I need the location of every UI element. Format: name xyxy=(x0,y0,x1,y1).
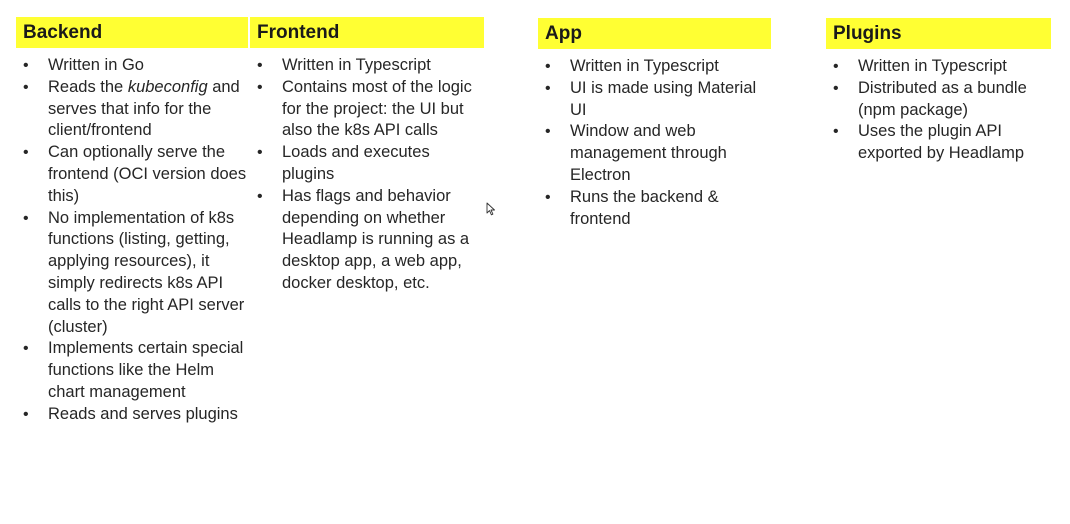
bullet-list-frontend xyxy=(250,55,484,295)
bullet-text: Reads and serves plugins xyxy=(48,404,238,423)
bullet-text: Reads the xyxy=(48,77,128,96)
bullet-item xyxy=(16,55,248,77)
bullet-text: Runs the backend & frontend xyxy=(570,187,719,228)
bullet-text: Has flags and behavior depending on whether Headlamp is running as a desktop app, a web app, docker desktop, etc. xyxy=(282,186,470,292)
bullet-list-app xyxy=(538,56,771,230)
bullet-list-backend xyxy=(16,55,248,426)
bullet-item xyxy=(538,78,771,122)
column-frontend xyxy=(250,0,484,295)
bullet-item xyxy=(250,142,484,186)
bullet-text: Uses the plugin API exported by Headlamp xyxy=(858,122,1025,163)
bullet-item xyxy=(826,78,1051,122)
bullet-dot: • xyxy=(23,57,29,74)
bullet-item xyxy=(250,77,484,142)
column-header-frontend: Frontend xyxy=(250,17,484,48)
bullet-list-plugins xyxy=(826,56,1051,165)
bullet-item xyxy=(538,56,771,78)
bullet-item xyxy=(250,55,484,77)
bullet-item xyxy=(16,404,248,426)
bullet-text: Written in Go xyxy=(48,56,144,74)
bullet-item xyxy=(826,121,1051,165)
bullet-dot: • xyxy=(833,58,839,75)
bullet-dot: • xyxy=(257,187,263,205)
bullet-text: Written in Typescript xyxy=(570,57,719,75)
bullet-dot: • xyxy=(23,340,29,358)
bullet-item xyxy=(16,208,248,339)
bullet-text: Written in Typescript xyxy=(282,56,431,74)
bullet-text: Implements certain special functions like the Helm chart management xyxy=(48,339,244,401)
bullet-text-emphasis: kubeconfig xyxy=(127,77,208,96)
mouse-pointer-icon xyxy=(486,202,496,216)
bullet-item xyxy=(538,187,771,231)
bullet-item xyxy=(16,142,248,207)
bullet-dot: • xyxy=(23,78,29,96)
bullet-item xyxy=(16,77,248,142)
bullet-item xyxy=(826,56,1051,78)
bullet-item xyxy=(16,338,248,403)
bullet-dot: • xyxy=(257,57,263,74)
bullet-dot: • xyxy=(23,209,29,227)
bullet-dot: • xyxy=(545,79,551,97)
column-plugins xyxy=(826,0,1051,165)
bullet-item xyxy=(538,121,771,186)
bullet-text: Window and web management through Electron xyxy=(570,122,727,184)
bullet-dot: • xyxy=(257,78,263,96)
bullet-dot: • xyxy=(833,79,839,97)
bullet-text: Written in Typescript xyxy=(858,57,1007,75)
column-header-backend: Backend xyxy=(16,17,248,48)
bullet-dot: • xyxy=(545,123,551,141)
bullet-text: and serves that info for the client/frontend xyxy=(48,77,240,140)
column-header-app: App xyxy=(538,18,771,49)
bullet-dot: • xyxy=(23,405,29,423)
bullet-text: No implementation of k8s functions (listing, getting, applying resources), it simply redirects k8s API calls to the right API server (cluster) xyxy=(48,208,245,336)
bullet-dot: • xyxy=(545,188,551,206)
bullet-dot: • xyxy=(23,144,29,162)
bullet-item xyxy=(250,186,484,295)
column-header-plugins: Plugins xyxy=(826,18,1051,49)
bullet-dot: • xyxy=(833,123,839,141)
column-app xyxy=(538,0,771,230)
bullet-text: Loads and executes plugins xyxy=(282,143,430,183)
column-backend xyxy=(16,0,248,426)
bullet-dot: • xyxy=(257,144,263,162)
bullet-text: Can optionally serve the frontend (OCI version does this) xyxy=(48,143,247,205)
bullet-text: UI is made using Material UI xyxy=(570,78,757,119)
bullet-text: Contains most of the logic for the project: the UI but also the k8s API calls xyxy=(282,77,472,140)
bullet-dot: • xyxy=(545,58,551,75)
bullet-text: Distributed as a bundle (npm package) xyxy=(858,78,1027,119)
